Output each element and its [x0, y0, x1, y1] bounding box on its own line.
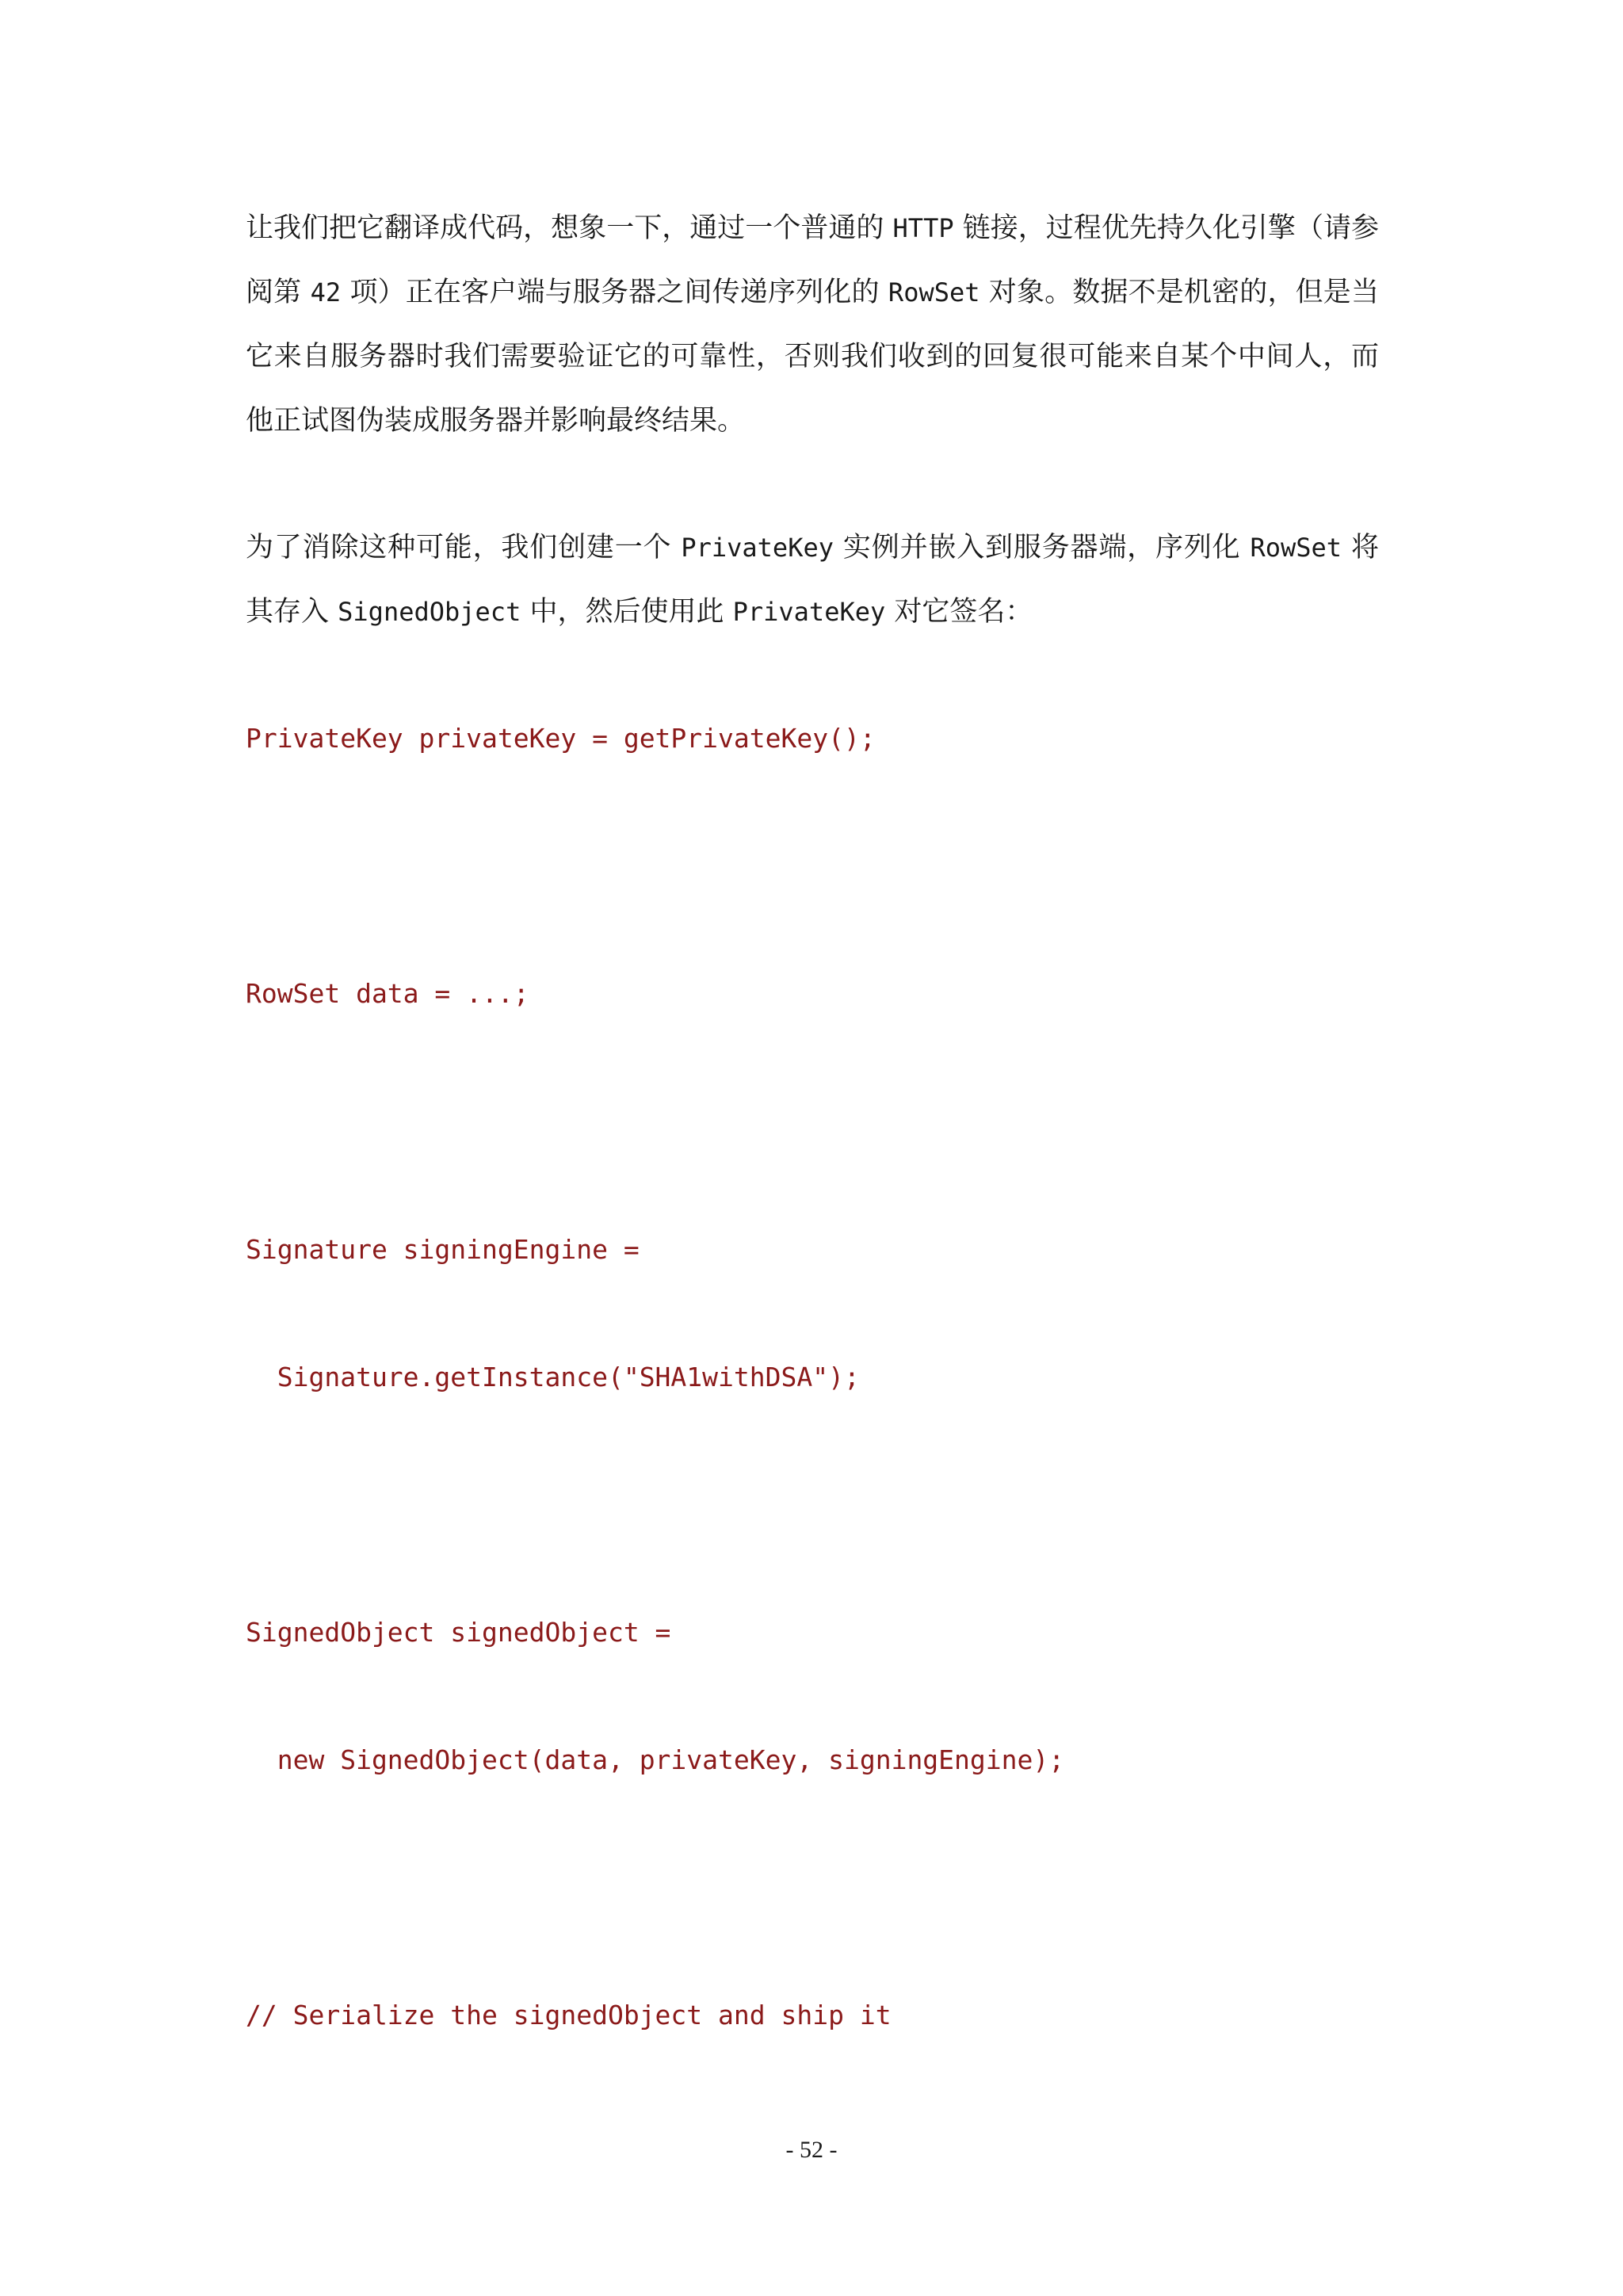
paragraph-text: 中，然后使用此	[521, 596, 733, 628]
inline-code: SignedObject	[338, 597, 521, 627]
code-line-signature-decl: Signature signingEngine =	[246, 1234, 640, 1265]
page-number: - 52 -	[785, 2137, 838, 2163]
inline-code: HTTP	[892, 213, 954, 243]
inline-code: PrivateKey	[681, 533, 834, 563]
inline-code: RowSet	[1250, 533, 1342, 563]
paragraph-text: 链接，过程优先持久化引擎（请参阅第	[246, 212, 1379, 308]
inline-code: PrivateKey	[732, 597, 886, 627]
code-line-rowset: RowSet data = ...;	[246, 978, 529, 1009]
paragraph-text: 让我们把它翻译成代码，想象一下，通过一个普通的	[246, 212, 893, 244]
code-line-signature-instance: Signature.getInstance("SHA1withDSA");	[246, 1362, 860, 1392]
body-paragraph-signing	[246, 516, 1379, 644]
paragraph-text: 为了消除这种可能，我们创建一个	[246, 532, 682, 563]
inline-code: RowSet	[888, 277, 980, 308]
paragraph-text: 对它签名：	[885, 596, 1033, 628]
paragraph-text: 实例并嵌入到服务器端，序列化	[833, 532, 1251, 563]
code-line-signed-object-decl: SignedObject signedObject =	[246, 1617, 671, 1648]
paragraph-text: 将其存入	[246, 532, 1379, 628]
code-comment-serialize: // Serialize the signedObject and ship it	[246, 2000, 892, 2030]
paragraph-text: 对象。数据不是机密的，但是当它来自服务器时我们需要验证它的可靠性，否则我们收到的回复很可能来自某个中间人，而他正试图伪装成服务器并影响最终结果。	[246, 277, 1379, 437]
code-line-signed-object-new: new SignedObject(data, privateKey, signingEngine);	[246, 1744, 1065, 1775]
inline-code: 42	[310, 277, 342, 308]
paragraph-text: 项）正在客户端与服务器之间传递序列化的	[341, 277, 888, 308]
body-paragraph-intro	[246, 197, 1379, 453]
code-line-private-key: PrivateKey privateKey = getPrivateKey();	[246, 723, 876, 754]
